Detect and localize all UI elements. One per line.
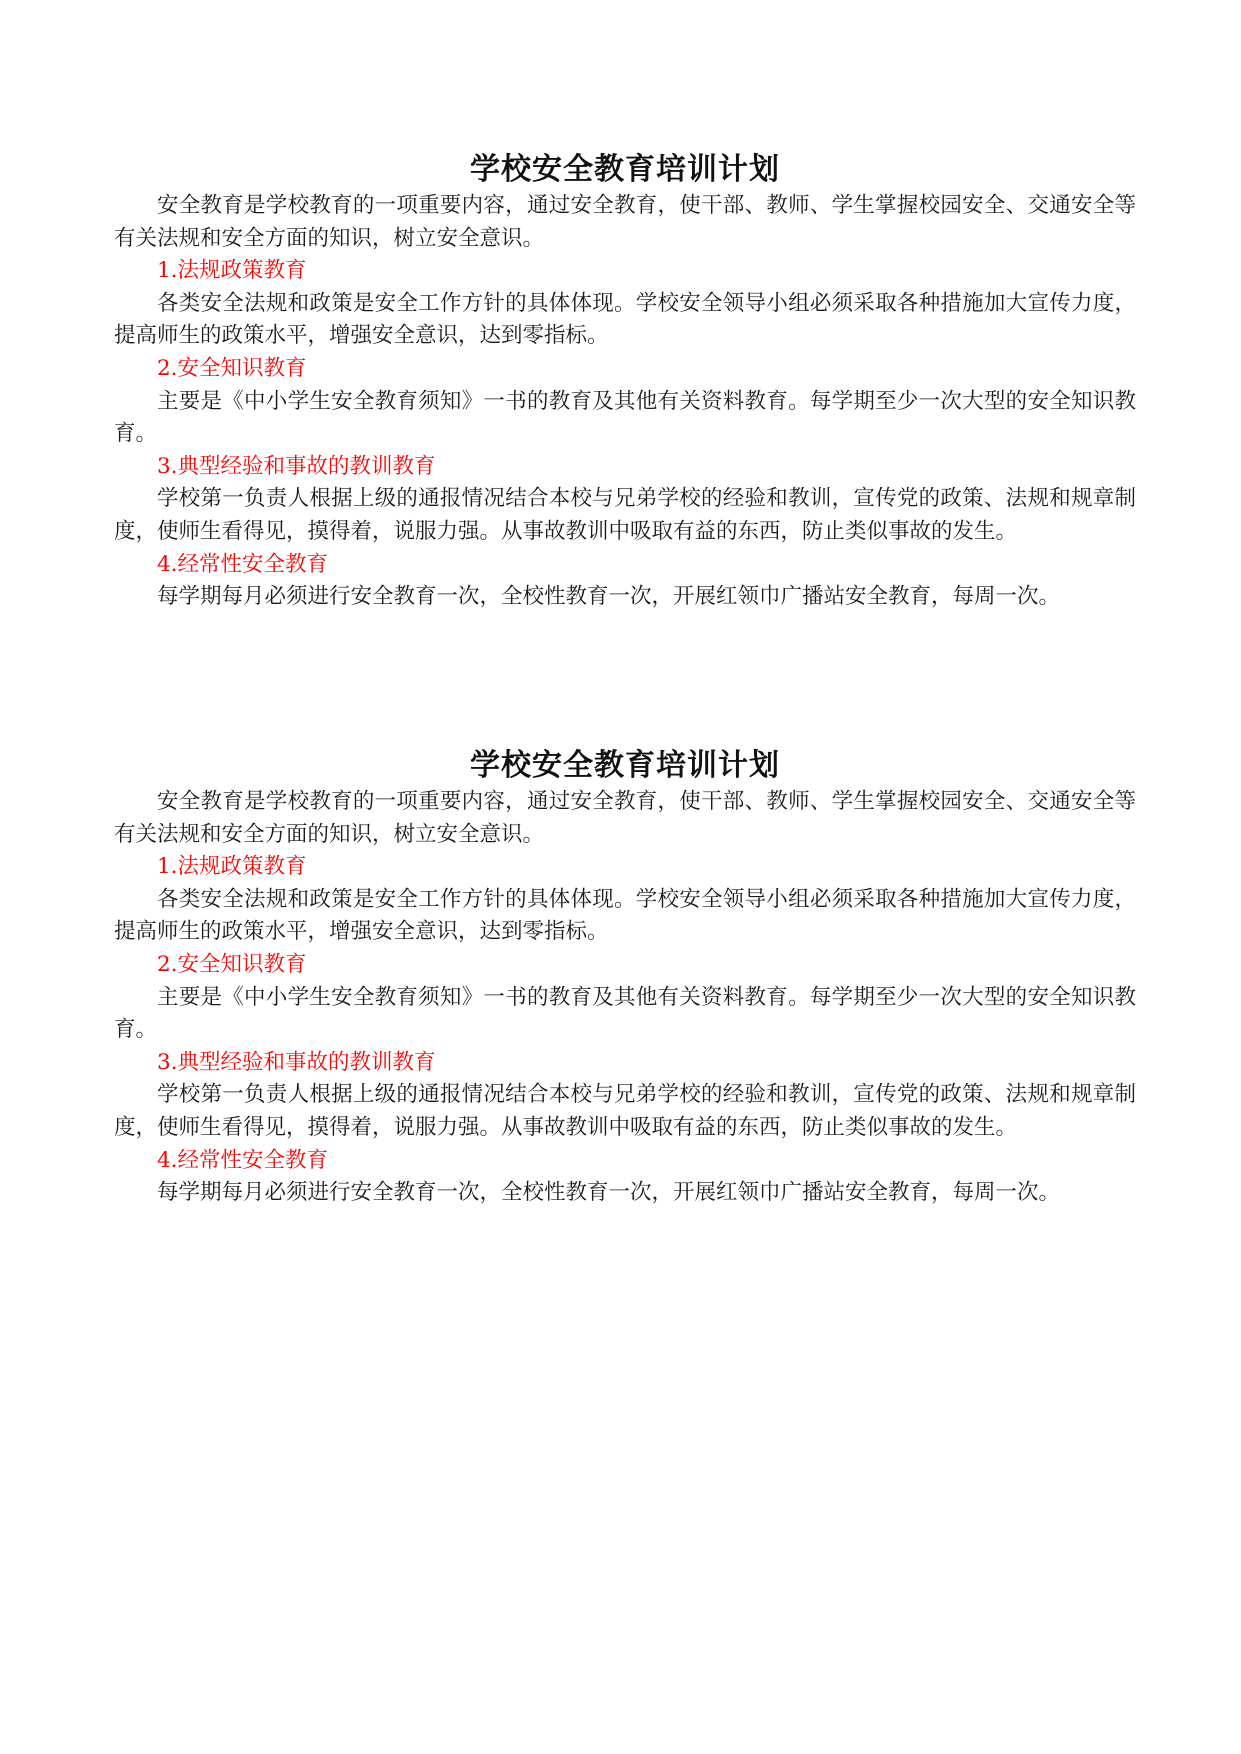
body-paragraph: 主要是《中小学生安全教育须知》一书的教育及其他有关资料教育。每学期至少一次大型的安全知识教育。 — [114, 984, 1136, 1043]
section-heading-regulations — [114, 851, 1136, 884]
section-heading-regular — [114, 1145, 1136, 1178]
heading-number: 3. — [157, 1049, 178, 1075]
section-heading-regular — [114, 549, 1136, 582]
plan-section-2 — [114, 746, 1136, 1210]
heading-text: 经常性安全教育 — [177, 1147, 329, 1173]
section-heading-knowledge — [114, 949, 1136, 982]
section-heading-regulations — [114, 255, 1136, 288]
body-paragraph: 各类安全法规和政策是安全工作方针的具体体现。学校安全领导小组必须采取各种措施加大宣传力度，提高师生的政策水平，增强安全意识，达到零指标。 — [114, 290, 1136, 349]
heading-number: 3. — [157, 453, 178, 479]
document-title: 学校安全教育培训计划 — [470, 152, 780, 187]
heading-text: 安全知识教育 — [177, 355, 307, 381]
body-paragraph: 主要是《中小学生安全教育须知》一书的教育及其他有关资料教育。每学期至少一次大型的安全知识教育。 — [114, 388, 1136, 447]
body-paragraph: 每学期每月必须进行安全教育一次，全校性教育一次，开展红领巾广播站安全教育，每周一次。 — [157, 1180, 1061, 1206]
section-heading-lessons — [114, 451, 1136, 484]
heading-text: 典型经验和事故的教训教育 — [177, 1049, 436, 1075]
heading-number: 4. — [157, 551, 178, 577]
heading-text: 法规政策教育 — [177, 854, 307, 880]
heading-text: 法规政策教育 — [177, 258, 307, 284]
intro-paragraph: 安全教育是学校教育的一项重要内容，通过安全教育，使干部、教师、学生掌握校园安全、交通安全等有关法规和安全方面的知识，树立安全意识。 — [114, 193, 1136, 251]
heading-number: 2. — [157, 355, 178, 381]
heading-text: 经常性安全教育 — [177, 551, 329, 577]
body-paragraph: 各类安全法规和政策是安全工作方针的具体体现。学校安全领导小组必须采取各种措施加大宣传力度，提高师生的政策水平，增强安全意识，达到零指标。 — [114, 886, 1136, 945]
body-paragraph: 每学期每月必须进行安全教育一次，全校性教育一次，开展红领巾广播站安全教育，每周一次。 — [157, 584, 1061, 610]
intro-paragraph: 安全教育是学校教育的一项重要内容，通过安全教育，使干部、教师、学生掌握校园安全、交通安全等有关法规和安全方面的知识，树立安全意识。 — [114, 789, 1136, 847]
heading-text: 安全知识教育 — [177, 951, 307, 977]
document-title: 学校安全教育培训计划 — [470, 748, 780, 783]
body-paragraph: 学校第一负责人根据上级的通报情况结合本校与兄弟学校的经验和教训，宣传党的政策、法规和规章制度，使师生看得见，摸得着，说服力强。从事故教训中吸取有益的东西，防止类似事故的发生。 — [114, 486, 1136, 544]
heading-text: 典型经验和事故的教训教育 — [177, 453, 436, 479]
body-paragraph: 学校第一负责人根据上级的通报情况结合本校与兄弟学校的经验和教训，宣传党的政策、法规和规章制度，使师生看得见，摸得着，说服力强。从事故教训中吸取有益的东西，防止类似事故的发生。 — [114, 1082, 1136, 1140]
section-heading-lessons — [114, 1047, 1136, 1080]
heading-number: 2. — [157, 951, 178, 977]
heading-number: 1. — [157, 258, 178, 284]
heading-number: 4. — [157, 1147, 178, 1173]
section-heading-knowledge — [114, 353, 1136, 386]
plan-section-1 — [114, 150, 1136, 614]
heading-number: 1. — [157, 854, 178, 880]
